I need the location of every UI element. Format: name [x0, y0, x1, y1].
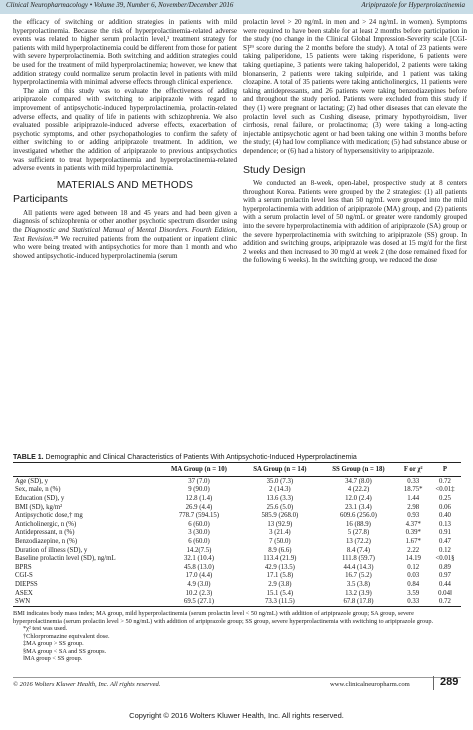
table-cell: 37 (7.0)	[188, 477, 210, 485]
row-label: Antipsychotic dose,† mg	[15, 512, 83, 520]
characteristics-table	[13, 462, 461, 607]
journal-citation: Clinical Neuropharmacology • Volume 39, Number 6, November/December 2016	[6, 1, 234, 9]
table-cell: 42.9 (13.5)	[264, 563, 295, 571]
table-cell: 0.39*	[405, 529, 421, 537]
row-label: CGI-S	[15, 572, 33, 580]
table-row	[13, 511, 461, 520]
table-cell: 0.72	[439, 598, 451, 606]
row-label: Baseline prolactin level (SD), ng/mL	[15, 555, 116, 563]
table-cell: 2.22	[407, 546, 420, 554]
table-1	[13, 454, 461, 663]
table-row	[13, 597, 461, 606]
col-header-ss-group: SS Group (n = 18)	[332, 466, 385, 473]
table-cell: 18.75*	[403, 486, 423, 494]
row-label: DIEPSS	[15, 580, 38, 588]
table-row	[13, 494, 461, 503]
table-cell: 3.59	[407, 589, 420, 597]
table-cell: 0.06	[439, 503, 451, 511]
footnote-chlorpromazine: †Chlorpromazine equivalent dose.	[23, 632, 110, 640]
table-cell: 609.6 (256.0)	[340, 512, 377, 520]
table-cell: 25.6 (5.0)	[266, 503, 294, 511]
row-label: Age (SD), y	[15, 477, 49, 485]
footnote-ma-lt-sa-ss: §MA group < SA and SS groups.	[23, 647, 107, 655]
table-cell: 8.9 (6.6)	[268, 546, 292, 554]
dsm-title: Diagnostic and Statistical Manual of Mental Disorders. Fourth Edition, Text Revision	[13, 226, 237, 243]
table-cell: 7 (50.0)	[269, 537, 291, 545]
right-column	[243, 18, 467, 265]
footer-website-link[interactable]: www.clinicalneuropharm.com	[330, 681, 410, 688]
table-cell: 0.44	[439, 580, 451, 588]
table-row	[13, 503, 461, 512]
table-cell: 34.7 (8.0)	[345, 477, 372, 485]
table-row	[13, 572, 461, 581]
table-row	[13, 520, 461, 529]
col-header-sa-group: SA Group (n = 14)	[253, 466, 307, 473]
row-label: BPRS	[15, 563, 32, 571]
participants-paragraph: All patients were aged between 18 and 45 years and had been given a diagnosis of schizophrenia or other another psychotic spectrum disorder using the Diagnostic and Statistical Manual of Mental Disorders. Fourth Edition, Text Revision.²⁸ We recruited patients from the outpatient or inpatient clinic who were being treated with antipsychotics for more than 1 month and who showed antipsychotic-induced hyperprolactinemia (serum	[13, 208, 237, 260]
row-label: BMI (SD), kg/m²	[15, 503, 63, 511]
table-row	[13, 589, 461, 598]
table-row	[13, 554, 461, 563]
row-label: SWN	[15, 598, 31, 606]
table-cell: 0.40	[439, 512, 451, 520]
table-cell: 17.1 (5.8)	[266, 572, 294, 580]
table-cell: 111.8 (59.7)	[341, 555, 375, 563]
study-design-heading: Study Design	[243, 163, 306, 176]
table-cell: 69.5 (27.1)	[183, 598, 214, 606]
table-cell: 44.4 (14.3)	[343, 563, 374, 571]
table-cell: 10.2 (2.3)	[185, 589, 213, 597]
table-cell: 585.9 (268.0)	[261, 512, 299, 520]
table-cell: 0.33	[407, 477, 420, 485]
table-footnotes	[13, 610, 461, 663]
table-caption: TABLE 1. Demographic and Clinical Characteristics of Patients With Antipsychotic-Induced Hyperprolactinemia	[13, 454, 357, 461]
table-cell: 9 (90.0)	[188, 486, 210, 494]
table-cell: 13.2 (3.9)	[345, 589, 372, 597]
table-cell: 16.7 (5.2)	[345, 572, 372, 580]
footer-divider	[13, 677, 461, 678]
col-header-ma-group: MA Group (n = 10)	[171, 466, 227, 473]
table-cell: 0.04‖	[438, 589, 452, 597]
table-cell: 2.98	[407, 503, 420, 511]
table-row	[13, 546, 461, 555]
table-cell: 0.72	[439, 477, 451, 485]
table-cell: 3 (30.0)	[188, 529, 210, 537]
row-label: Sex, male, n (%)	[15, 486, 61, 494]
table-cell: 0.12	[439, 546, 451, 554]
footer-copyright: © 2016 Wolters Kluwer Health, Inc. All rights reserved.	[13, 681, 161, 688]
footnote-ma-gt-ss: ‡MA group > SS group.	[23, 640, 84, 648]
table-cell: 3 (21.4)	[269, 529, 291, 537]
table-cell: 16 (88.9)	[345, 520, 371, 528]
table-cell: 5 (27.8)	[347, 529, 370, 537]
table-cell: 0.25	[439, 494, 451, 502]
table-cell: 12.0 (2.4)	[345, 494, 372, 502]
table-cell: 13 (92.9)	[267, 520, 293, 528]
table-row	[13, 529, 461, 538]
table-row	[13, 477, 461, 486]
table-cell: 1.67*	[405, 537, 421, 545]
table-cell: 0.47	[439, 537, 451, 545]
table-cell: 32.1 (10.4)	[183, 555, 214, 563]
table-row	[13, 580, 461, 589]
bottom-copyright: Copyright © 2016 Wolters Kluwer Health, Inc. All rights reserved.	[129, 711, 344, 720]
table-cell: 1.44	[407, 494, 420, 502]
table-cell: 73.3 (11.5)	[264, 598, 295, 606]
participants-heading: Participants	[13, 193, 68, 206]
table-cell: 8.4 (7.4)	[346, 546, 371, 554]
aim-paragraph: The aim of this study was to evaluate the effectiveness of adding aripiprazole compared with switching to aripiprazole with regard to improvement of antipsychotic-induced hyperprolactinemia, prolactin-related adverse effects, and quality of life in patients with schizophrenia. We also evaluated possible aripiprazole-induced adverse effects, exacerbation of psychotic symptoms, and other psychopathologies to confirm the safety of either switching to or adding aripiprazole treatment. In addition, we investigated whether the addition of aripiprazole to previous antipsychotics was sufficient to treat hyperprolactinemia and hyperprolactinemia-related adverse events in patients with mild hyperprolactinemia.	[13, 86, 237, 173]
footer-separator	[433, 676, 434, 690]
row-label: Anticholinergic, n (%)	[15, 520, 77, 528]
col-header-p-value: P	[442, 466, 448, 473]
table-cell: 13.6 (3.3)	[266, 494, 294, 502]
table-cell: 17.0 (4.4)	[185, 572, 213, 580]
table-cell: 4 (22.2)	[347, 486, 370, 494]
table-cell: 2 (14.3)	[269, 486, 291, 494]
col-header-variable	[13, 463, 158, 477]
table-cell: 0.84	[407, 580, 420, 588]
footnote-abbreviations: BMI indicates body mass index; MA group, mild hyperprolactinemia (serum prolactin level < 50 ng/mL) with addition of aripiprazole group; SA group, severe hyperprolactinemia (serum prolactin level > 50 ng/mL) with addition of aripiprazole group; SS group, severe hyperprolactinemia with switching to aripiprazole group.	[13, 609, 434, 625]
table-cell: 4.9 (3.0)	[187, 580, 211, 588]
methods-heading: MATERIALS AND METHODS	[56, 179, 194, 191]
table-cell: 0.12	[407, 563, 420, 571]
table-cell: 0.13	[439, 520, 451, 528]
table-cell: 0.93	[407, 512, 420, 520]
intro-paragraph-continued: the efficacy of switching or addition strategies in patients with mild hyperprolactinemia. Because the risk of hyperprolactinemia-related adverse events was related to higher serum prolactin level,¹ treatment strategy for patients with mild hyperprolactinemia could be different from those for patient with severe hyperprolactinemia. Both switching and addition strategies could be used for the treatment of mild hyperprolactinemia; however, we knew that addition strategy could normalize serum prolactin level in patients with mild hyperprolactinemia with minimal adverse effects through clinical experience.	[13, 18, 237, 87]
table-header-row	[13, 463, 461, 477]
table-cell: 4.37*	[405, 520, 421, 528]
running-article-title: Aripiprazole for Hyperprolactinemia	[361, 1, 465, 9]
footnote-chi-square: *χ² test was used.	[23, 625, 68, 633]
col-header-statistic: F or χ²	[403, 466, 423, 473]
row-label: Benzodiazepine, n (%)	[15, 537, 78, 545]
table-cell: 14.2(7.5)	[186, 546, 212, 554]
row-label: ASEX	[15, 589, 33, 597]
table-row	[13, 537, 461, 546]
row-label: Duration of illness (SD), y	[15, 546, 88, 554]
table-cell: 113.4 (21.9)	[263, 555, 297, 563]
table-cell: 12.8 (1.4)	[185, 494, 213, 502]
table-cell: 778.7 (594.15)	[178, 512, 220, 520]
participants-paragraph-continued: prolactin level > 20 ng/mL in men and > 24 ng/mL in women). Symptoms were required to have been stable for at least 2 months before participation in the study (no change in the Clinical Global Impression-Severity scale [CGI-S]²⁹ score during the 2 months before the study). A total of 23 patients were taking paliperidone, 15 patients were taking risperidone, 6 patients were taking quetiapine, 3 patients were taking haloperidol, 2 patients were taking blonanserin, 2 patients were taking sulpiride, and 1 patient was taking clozapine. A total of 35 patients were taking anticholinergics, 11 patients were taking antidepressants, and 26 patients were taking benzodiazepines before and throughout the study period. Patients were excluded from this study if they (1) were pregnant or lactating; (2) had other diseases that can elevate the prolactin level such as Cushing disease, primary hypothyroidism, liver cirrhosis, renal failure, or prolactinoma; (3) were taking a long-acting injectable antipsychotic agent or had been taking one within 3 months before the study; (4) had low compliance with medication; (5) had substance abuse or dependence; or (6) had a history of hypersensitivity to aripiprazole.	[243, 18, 467, 155]
table-cell: <0.01‡	[435, 486, 455, 494]
study-design-paragraph: We conducted an 8-week, open-label, prospective study at 8 centers throughout Korea. Patients were grouped by the 2 strategies: (1) all patients with a serum prolactin level less than 50 ng/mL were grouped into the mild hyperprolactinemia with addition of aripiprazole (MA) group, and (2) patients with a serum prolactin level of 50 ng/mL or greater were randomly grouped into the severe hyperprolactinemia with addition of aripiprazole (SA) group or the severe hyperprolactinemia with switching to aripiprazole (SS) group. In addition and switching groups, aripiprazole was dosed at 15 mg/d for the first 2 weeks and then increased to 30 mg/d at week 2 (the dose remained fixed for the following 6 weeks). In the switching group, we reduced the dose	[243, 179, 467, 265]
table-cell: <0.01§	[435, 555, 455, 563]
page-number: 289	[440, 676, 459, 688]
table-cell: 15.1 (5.4)	[266, 589, 294, 597]
left-column	[13, 18, 237, 260]
table-cell: 23.1 (3.4)	[345, 503, 372, 511]
table-cell: 35.0 (7.3)	[266, 477, 294, 485]
table-cell: 2.9 (3.8)	[268, 580, 292, 588]
table-cell: 14.19	[405, 555, 421, 563]
table-cell: 0.97	[439, 572, 451, 580]
row-label: Education (SD), y	[15, 494, 65, 502]
table-row	[13, 563, 461, 572]
table-cell: 0.91	[439, 529, 451, 537]
table-cell: 13 (72.2)	[345, 537, 371, 545]
table-cell: 6 (60.0)	[188, 537, 210, 545]
table-cell: 0.33	[407, 598, 420, 606]
table-cell: 3.5 (3.8)	[346, 580, 371, 588]
table-cell: 6 (60.0)	[188, 520, 210, 528]
table-row	[13, 486, 461, 495]
table-cell: 0.03	[407, 572, 420, 580]
table-cell: 26.9 (4.4)	[185, 503, 213, 511]
footnote-ma-lt-ss: ‖MA group < SS group.	[23, 655, 83, 663]
table-cell: 0.89	[439, 563, 451, 571]
table-cell: 67.8 (17.8)	[343, 598, 374, 606]
table-cell: 45.8 (13.0)	[183, 563, 214, 571]
row-label: Antidepressant, n (%)	[15, 529, 75, 537]
